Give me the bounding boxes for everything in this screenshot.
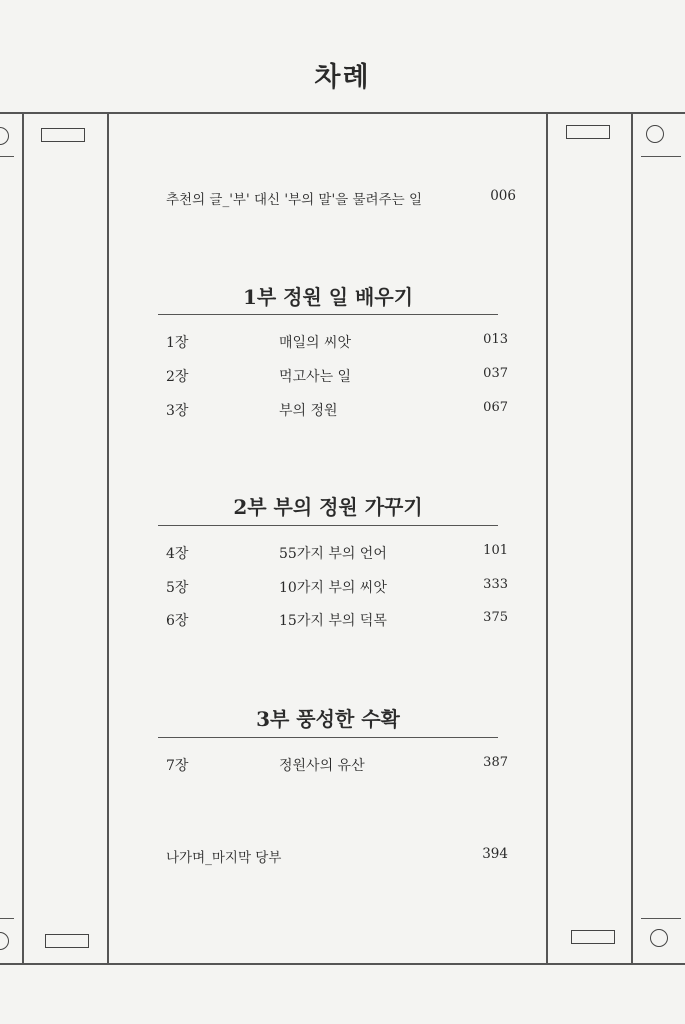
left-top-rect-mark — [41, 128, 85, 142]
table-of-contents — [108, 113, 546, 964]
left-bottom-rect-mark — [45, 934, 89, 948]
intro-page: 006 — [490, 188, 516, 204]
chapter-row[interactable] — [166, 543, 508, 563]
right-top-circle-mark — [646, 125, 664, 143]
outro-row[interactable] — [166, 846, 508, 866]
chapter-title: 정원사의 유산 — [279, 758, 365, 774]
part-divider — [158, 525, 498, 526]
chapter-number: 1장 — [166, 335, 189, 351]
chapter-number: 5장 — [166, 580, 189, 596]
chapter-page: 037 — [483, 366, 508, 381]
chapter-number: 4장 — [166, 546, 189, 562]
chapter-title: 먹고사는 일 — [279, 369, 352, 385]
frame-left-inner-line — [22, 112, 24, 964]
part-title: 2부 부의 정원 가꾸기 — [233, 495, 423, 519]
chapter-row[interactable] — [166, 577, 508, 597]
chapter-title: 10가지 부의 씨앗 — [279, 580, 387, 596]
chapter-title: 매일의 씨앗 — [279, 335, 352, 351]
chapter-row[interactable] — [166, 755, 508, 775]
chapter-page: 333 — [483, 577, 508, 592]
right-bottom-rect-mark — [571, 930, 615, 944]
frame-right-bottom-tick — [641, 918, 681, 919]
chapter-page: 067 — [483, 400, 508, 415]
chapter-row[interactable] — [166, 610, 508, 630]
left-bottom-circle-mark — [0, 932, 9, 950]
chapter-title: 55가지 부의 언어 — [279, 546, 387, 562]
left-top-circle-mark — [0, 127, 9, 145]
page-title: 차례 — [314, 62, 371, 93]
frame-left-bottom-tick — [0, 918, 14, 919]
frame-right-inner-line — [631, 112, 633, 964]
chapter-number: 6장 — [166, 613, 189, 629]
right-bottom-circle-mark — [650, 929, 668, 947]
part-divider — [158, 737, 498, 738]
part-title: 1부 정원 일 배우기 — [242, 285, 414, 309]
chapter-title: 부의 정원 — [279, 403, 338, 419]
frame-right-column-line — [546, 112, 548, 964]
chapter-page: 387 — [483, 755, 508, 770]
chapter-row[interactable] — [166, 366, 508, 386]
intro-label: 추천의 글_'부' 대신 '부의 말'을 물려주는 일 — [166, 192, 422, 208]
chapter-page: 101 — [483, 543, 508, 558]
part-divider — [158, 314, 498, 315]
chapter-title: 15가지 부의 덕목 — [279, 613, 387, 629]
chapter-row[interactable] — [166, 400, 508, 420]
outro-label: 나가며_마지막 당부 — [166, 850, 282, 866]
outro-page: 394 — [482, 846, 508, 862]
chapter-page: 013 — [483, 332, 508, 347]
chapter-number: 2장 — [166, 369, 189, 385]
part-title: 3부 풍성한 수확 — [256, 707, 400, 731]
chapter-number: 7장 — [166, 758, 189, 774]
chapter-number: 3장 — [166, 403, 189, 419]
frame-right-top-tick — [641, 156, 681, 157]
chapter-row[interactable] — [166, 332, 508, 352]
intro-row[interactable] — [166, 188, 516, 208]
chapter-page: 375 — [483, 610, 508, 625]
right-top-rect-mark — [566, 125, 610, 139]
frame-left-top-tick — [0, 156, 14, 157]
